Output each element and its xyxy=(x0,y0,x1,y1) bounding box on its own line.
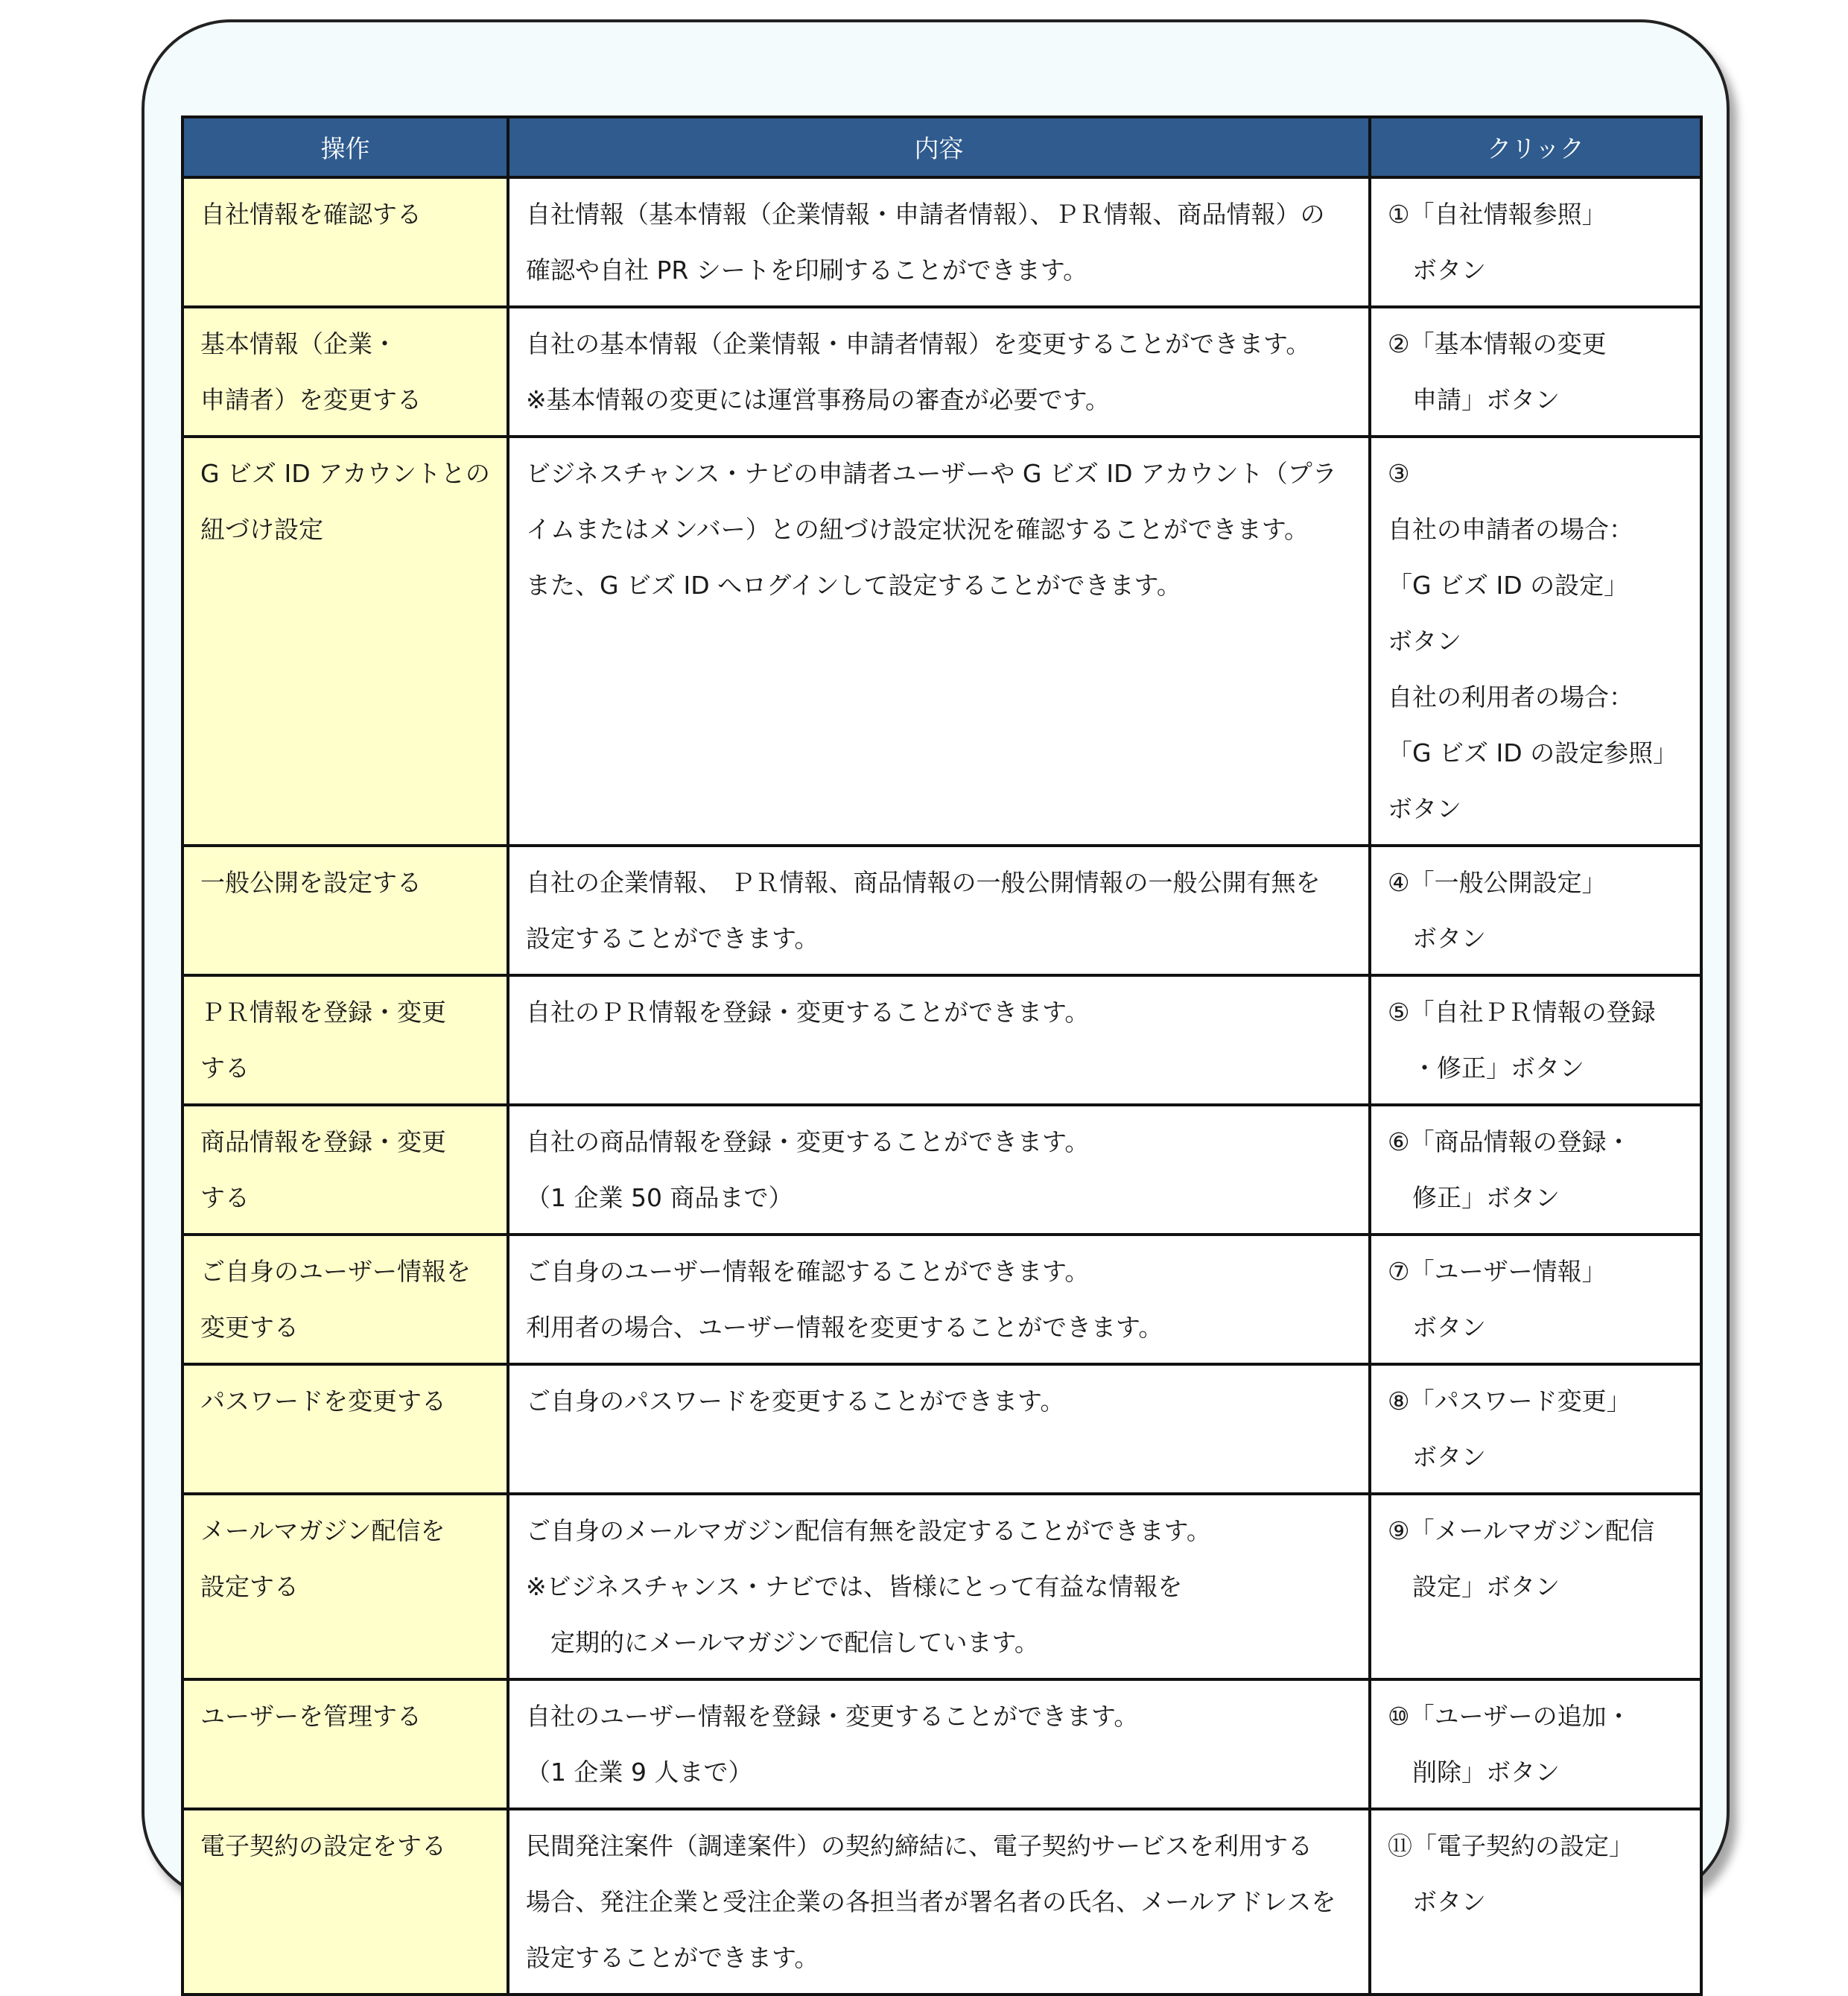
click-text-line: ⑧「パスワード変更」 xyxy=(1388,1387,1631,1416)
click-text-line: ⑩「ユーザーの追加・ xyxy=(1388,1702,1631,1731)
cell-click xyxy=(1370,1809,1701,1995)
content-text-line: 自社の商品情報を登録・変更することができます。 xyxy=(526,1127,1090,1156)
click-text-line: 設定」ボタン xyxy=(1388,1572,1560,1601)
click-text-line: ボタン xyxy=(1388,1887,1486,1916)
cell-operation xyxy=(182,307,508,437)
click-text-line: ボタン xyxy=(1388,627,1461,656)
operation-text-line: する xyxy=(200,1183,250,1212)
content-text-line: 自社の基本情報（企業情報・申請者情報）を変更することができます。 xyxy=(526,329,1311,358)
click-text-line: ③ xyxy=(1388,459,1410,488)
click-text-line: 自社の申請者の場合： xyxy=(1388,515,1633,544)
cell-content xyxy=(508,1105,1370,1235)
cell-content xyxy=(508,1809,1370,1995)
click-text-line: ボタン xyxy=(1388,794,1461,823)
click-text-line: 「G ビズ ID の設定」 xyxy=(1388,571,1629,600)
operation-text-line: パスワードを変更する xyxy=(200,1387,446,1416)
cell-content xyxy=(508,1494,1370,1679)
cell-content xyxy=(508,1679,1370,1809)
header-operation: 操作 xyxy=(182,117,508,177)
content-text-line: また、G ビズ ID へログインして設定することができます。 xyxy=(526,571,1181,600)
content-text-line: ご自身のメールマガジン配信有無を設定することができます。 xyxy=(526,1516,1211,1545)
cell-click xyxy=(1370,846,1701,975)
click-text-line: ボタン xyxy=(1388,1313,1486,1342)
operation-text-line: 設定する xyxy=(200,1572,299,1601)
operation-text-line: G ビズ ID アカウントとの xyxy=(200,459,490,488)
table-row xyxy=(182,307,1701,437)
cell-click xyxy=(1370,177,1701,307)
content-text-line: ご自身のパスワードを変更することができます。 xyxy=(526,1387,1065,1416)
operation-text-line: 一般公開を設定する xyxy=(200,868,422,897)
click-text-line: ⑥「商品情報の登録・ xyxy=(1388,1127,1631,1156)
operation-text-line: 商品情報を登録・変更 xyxy=(200,1127,446,1156)
table-row xyxy=(182,1364,1701,1494)
click-text-line: 自社の利用者の場合： xyxy=(1388,682,1633,712)
table-row xyxy=(182,975,1701,1105)
click-text-line: 修正」ボタン xyxy=(1388,1183,1560,1212)
click-text-line: 「G ビズ ID の設定参照」 xyxy=(1388,738,1678,767)
cell-operation xyxy=(182,1679,508,1809)
content-text-line: 利用者の場合、ユーザー情報を変更することができます。 xyxy=(526,1313,1163,1342)
cell-click xyxy=(1370,1494,1701,1679)
content-text-line: ※ビジネスチャンス・ナビでは、皆様にとって有益な情報を xyxy=(526,1572,1183,1601)
operation-text-line: 自社情報を確認する xyxy=(200,200,422,229)
operation-text-line: 紐づけ設定 xyxy=(200,515,323,544)
click-text-line: ⑤「自社ＰＲ情報の登録 xyxy=(1388,998,1656,1027)
cell-click xyxy=(1370,975,1701,1105)
cell-operation xyxy=(182,1105,508,1235)
cell-click xyxy=(1370,1679,1701,1809)
click-text-line: ④「一般公開設定」 xyxy=(1388,868,1607,897)
header-click: クリック xyxy=(1370,117,1701,177)
table-row xyxy=(182,1679,1701,1809)
content-text-line: （1 企業 9 人まで） xyxy=(526,1758,753,1787)
click-text-line: ボタン xyxy=(1388,924,1486,953)
cell-operation xyxy=(182,1235,508,1364)
content-text-line: ※基本情報の変更には運営事務局の審査が必要です。 xyxy=(526,385,1111,414)
cell-content xyxy=(508,846,1370,975)
operation-text-line: 基本情報（企業・ xyxy=(200,329,397,358)
content-text-line: 確認や自社 PR シートを印刷することができます。 xyxy=(526,256,1088,285)
table-row xyxy=(182,846,1701,975)
header-content: 内容 xyxy=(508,117,1370,177)
content-text-line: 民間発注案件（調達案件）の契約締結に、電子契約サービスを利用する xyxy=(526,1831,1312,1860)
table-row xyxy=(182,1809,1701,1995)
table-row xyxy=(182,1105,1701,1235)
content-text-line: ビジネスチャンス・ナビの申請者ユーザーや G ビズ ID アカウント（プラ xyxy=(526,459,1337,488)
click-text-line: ・修正」ボタン xyxy=(1388,1054,1584,1083)
cell-content xyxy=(508,975,1370,1105)
cell-click xyxy=(1370,307,1701,437)
table-row xyxy=(182,1235,1701,1364)
click-text-line: ⑦「ユーザー情報」 xyxy=(1388,1257,1607,1286)
cell-operation xyxy=(182,177,508,307)
operation-text-line: 変更する xyxy=(200,1313,299,1342)
table-row xyxy=(182,1494,1701,1679)
cell-content xyxy=(508,1364,1370,1494)
cell-content xyxy=(508,437,1370,846)
operation-text-line: メールマガジン配信を xyxy=(200,1516,445,1545)
content-text-line: 設定することができます。 xyxy=(526,1943,819,1972)
cell-operation xyxy=(182,1809,508,1995)
cell-content xyxy=(508,177,1370,307)
table-row xyxy=(182,437,1701,846)
cell-click xyxy=(1370,1105,1701,1235)
cell-click xyxy=(1370,1364,1701,1494)
cell-operation xyxy=(182,437,508,846)
content-text-line: 自社情報（基本情報（企業情報・申請者情報）、ＰＲ情報、商品情報）の xyxy=(526,200,1325,229)
content-text-line: 自社の企業情報、 ＰＲ情報、商品情報の一般公開情報の一般公開有無を xyxy=(526,868,1321,897)
cell-click xyxy=(1370,437,1701,846)
click-text-line: ⑪「電子契約の設定」 xyxy=(1388,1831,1633,1860)
operation-text-line: ＰＲ情報を登録・変更 xyxy=(200,998,446,1027)
cell-content xyxy=(508,1235,1370,1364)
operation-text-line: 申請者）を変更する xyxy=(200,385,422,414)
operation-text-line: ユーザーを管理する xyxy=(200,1702,422,1731)
cell-click xyxy=(1370,1235,1701,1364)
click-text-line: ①「自社情報参照」 xyxy=(1388,200,1607,229)
cell-operation xyxy=(182,975,508,1105)
operation-text-line: 電子契約の設定をする xyxy=(200,1831,446,1860)
cell-operation xyxy=(182,1494,508,1679)
click-text-line: ボタン xyxy=(1388,256,1486,285)
operation-text-line: する xyxy=(200,1054,250,1083)
content-text-line: ご自身のユーザー情報を確認することができます。 xyxy=(526,1257,1090,1286)
operation-text-line: ご自身のユーザー情報を xyxy=(200,1257,471,1286)
click-text-line: 削除」ボタン xyxy=(1388,1758,1560,1787)
click-text-line: ②「基本情報の変更 xyxy=(1388,329,1607,358)
cell-content xyxy=(508,307,1370,437)
click-text-line: ボタン xyxy=(1388,1442,1486,1471)
content-text-line: 場合、発注企業と受注企業の各担当者が署名者の氏名、メールアドレスを xyxy=(526,1887,1336,1916)
cell-operation xyxy=(182,846,508,975)
content-text-line: 自社のＰＲ情報を登録・変更することができます。 xyxy=(526,998,1090,1027)
content-text-line: 設定することができます。 xyxy=(526,924,819,953)
header-row xyxy=(182,117,1701,177)
content-text-line: 自社のユーザー情報を登録・変更することができます。 xyxy=(526,1702,1139,1731)
table-row xyxy=(182,177,1701,307)
operations-table xyxy=(181,115,1703,1996)
content-text-line: イムまたはメンバー）との紐づけ設定状況を確認することができます。 xyxy=(526,515,1309,544)
content-text-line: （1 企業 50 商品まで） xyxy=(526,1183,793,1212)
click-text-line: ⑨「メールマガジン配信 xyxy=(1388,1516,1655,1545)
cell-operation xyxy=(182,1364,508,1494)
content-text-line: 定期的にメールマガジンで配信しています。 xyxy=(526,1628,1039,1657)
click-text-line: 申請」ボタン xyxy=(1388,385,1560,414)
